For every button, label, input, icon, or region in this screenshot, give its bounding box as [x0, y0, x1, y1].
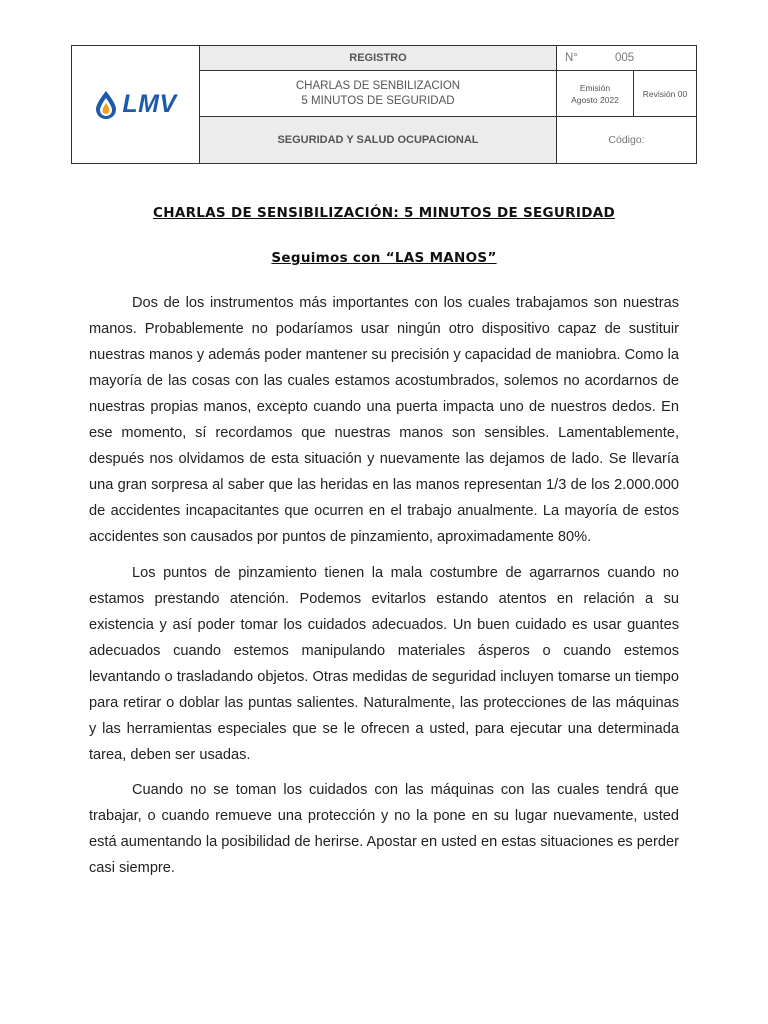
header-middle-column — [200, 46, 557, 163]
charlas-title-line2: 5 MINUTOS DE SEGURIDAD — [301, 94, 455, 107]
registro-label: REGISTRO — [200, 46, 556, 71]
number-value: 005 — [615, 52, 635, 64]
emission-label: Emisión — [579, 82, 611, 93]
document-header-table — [71, 45, 697, 164]
document-number-cell — [557, 46, 696, 71]
emission-cell — [557, 71, 634, 116]
water-drop-icon — [94, 90, 118, 120]
body-paragraph-2: Los puntos de pinzamiento tienen la mala costumbre de agarrarnos cuando no estamos prestando atención. Podemos evitarlos estando atentos en relación a su existencia y así poder tomar los cuidados adecuados. Un buen cuidado es usar guantes adecuados cuando estemos manipulando materiales ásperos o cuando estemos levantando o trasladando objetos. Otras medidas de seguridad incluyen tomarse un tiempo para retirar o doblar las puntas salientes. Naturalmente, las protecciones de las máquinas y las herramientas especiales que se le ofrecen a usted, para ejecutar una determinada tarea, deben ser usadas. — [89, 565, 679, 763]
code-cell: Código: — [608, 134, 645, 146]
charlas-title-line1: CHARLAS DE SENBILIZACION — [295, 79, 461, 92]
document-subtitle: Seguimos con “LAS MANOS” — [271, 250, 497, 266]
body-paragraph-1: Dos de los instrumentos más importantes con los cuales trabajamos son nuestras manos. Probablemente no podaríamos usar ningún otro dispositivo capaz de sustituir nuestras manos y además poder mantener su precisión y capacidad de maniobra. Como la mayoría de las cosas con las cuales estamos acostumbrados, solemos no acordarnos de nuestras propias manos, excepto cuando una puerta impacta uno de nuestros dedos. En ese momento, sí recordamos que nuestras manos son sensibles. Lamentablemente, después nos olvidamos de esta situación y nuevamente las dejamos de lado. Se llevaría una gran sorpresa al saber que las heridas en las manos representan 1/3 de los 2.000.000 de accidentes incapacitantes que ocurren en el trabajo anualmente. La mayoría de estos accidentes son causados por puntos de pinzamiento, aproximadamente 80%. — [89, 295, 679, 545]
company-logo — [94, 90, 176, 120]
logo-text: LMV — [122, 90, 177, 118]
body-paragraph-3: Cuando no se toman los cuidados con las máquinas con las cuales tendrá que trabajar, o cuando remueve una protección y no la pone en su lugar nuevamente, usted está aumentando la posibilidad de herirse. Apostar en usted en estas situaciones es perder casi siempre. — [89, 782, 679, 876]
revision-cell: Revisión 00 — [642, 88, 688, 99]
header-right-column — [557, 46, 696, 163]
document-title: CHARLAS DE SENSIBILIZACIÓN: 5 MINUTOS DE SEGURIDAD — [153, 205, 615, 221]
number-label: N° — [565, 52, 578, 64]
emission-revision-row — [557, 71, 696, 117]
emission-date: Agosto 2022 — [571, 94, 619, 105]
area-label: SEGURIDAD Y SALUD OCUPACIONAL — [200, 117, 556, 163]
logo-cell — [72, 46, 200, 163]
charlas-title-cell — [200, 71, 556, 117]
